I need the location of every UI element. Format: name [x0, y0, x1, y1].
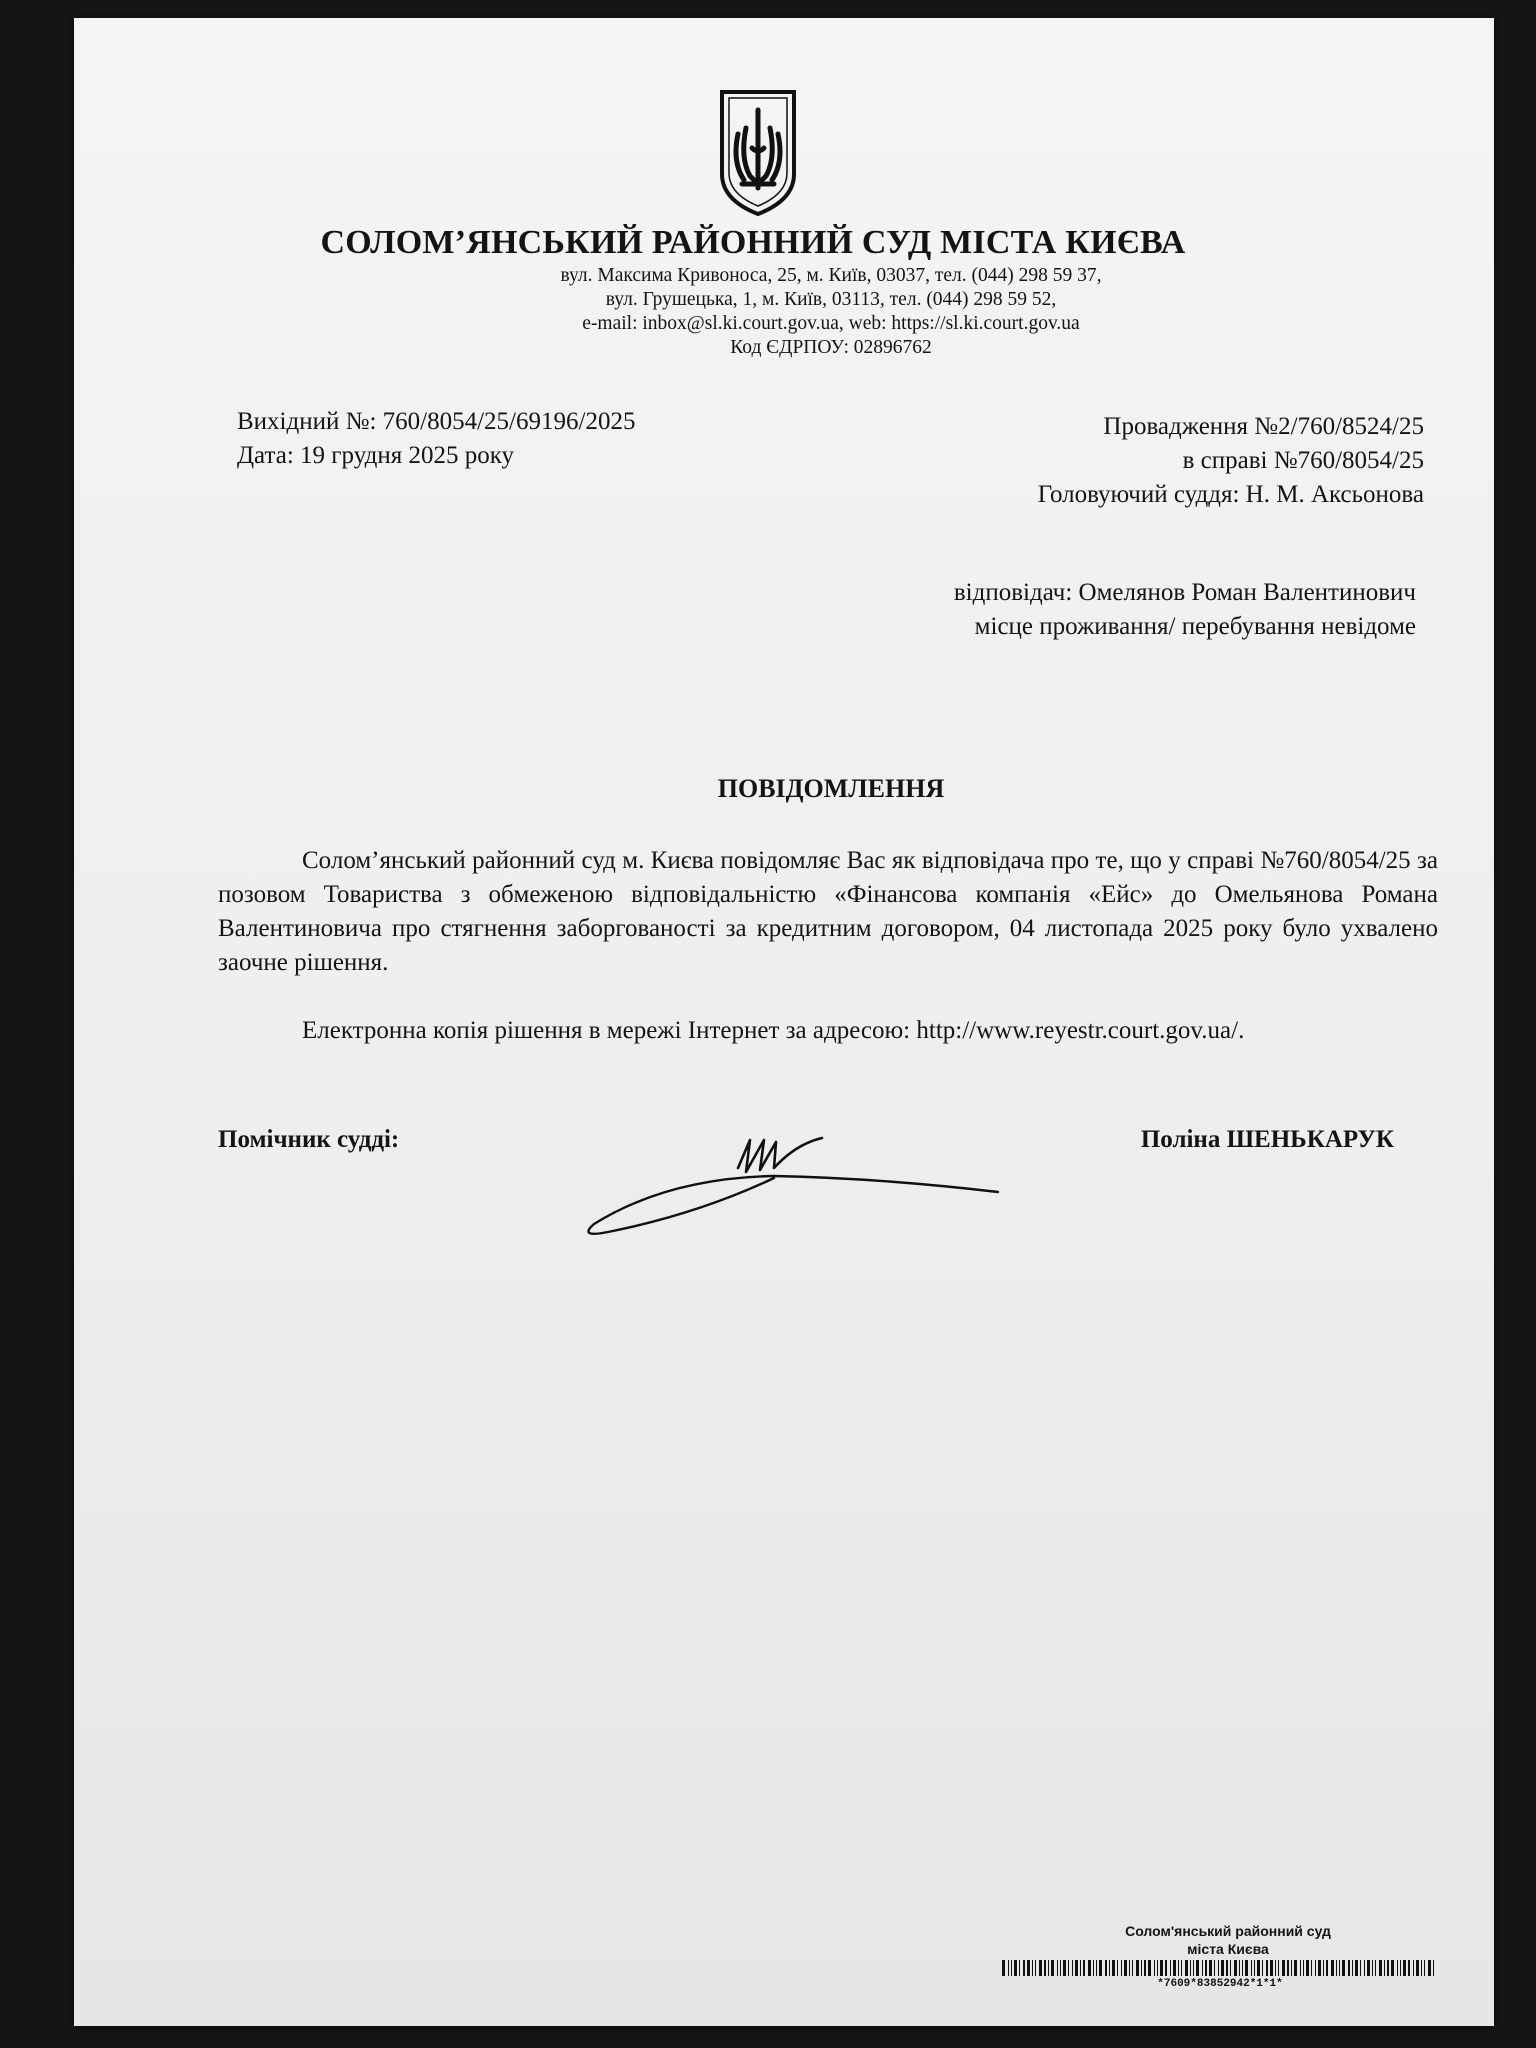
barcode-bar — [1375, 1960, 1376, 1976]
barcode-bar — [1315, 1960, 1316, 1976]
court-contacts: e-mail: inbox@sl.ki.court.gov.ua, web: https://sl.ki.court.gov.ua — [582, 313, 1080, 334]
barcode-bar — [1416, 1960, 1419, 1976]
barcode-bar — [1190, 1960, 1191, 1976]
barcode-bar — [1214, 1960, 1215, 1976]
respondent-name: відповідач: Омелянов Роман Валентинович — [953, 579, 1416, 606]
notice-heading: ПОВІДОМЛЕННЯ — [717, 774, 945, 803]
barcode-bar — [1144, 1960, 1146, 1976]
barcode-bar — [1205, 1960, 1207, 1976]
barcode-bar — [1323, 1960, 1324, 1976]
barcode-bar — [1193, 1960, 1194, 1976]
barcode-bar — [1391, 1960, 1394, 1976]
barcode-bar — [1173, 1960, 1176, 1976]
barcode-bar — [1019, 1960, 1020, 1976]
barcode-bar — [1360, 1960, 1361, 1976]
barcode-bar — [1096, 1960, 1097, 1976]
barcode-bar — [1023, 1960, 1025, 1976]
barcode-bar — [1039, 1960, 1042, 1976]
barcode-bar — [1112, 1960, 1115, 1976]
barcode-bar — [1060, 1960, 1061, 1976]
barcode-bar — [1051, 1960, 1054, 1976]
barcode-bar — [1008, 1960, 1009, 1976]
respondent-residence: місце проживання/ перебування невідоме — [974, 613, 1416, 640]
barcode-bar — [1336, 1960, 1337, 1976]
barcode-bar — [1014, 1960, 1017, 1976]
handwritten-signature — [578, 1134, 1004, 1238]
barcode-bar — [1165, 1960, 1167, 1976]
signatory-name: Поліна ШЕНЬКАРУК — [1140, 1126, 1394, 1153]
barcode-bar — [1230, 1960, 1231, 1976]
barcode-bar — [1262, 1960, 1263, 1976]
proceeding-reference — [1038, 410, 1424, 512]
outgoing-date: Дата: 19 грудня 2025 року — [237, 442, 515, 469]
notice-registry-link: Електронна копія рішення в мережі Інтернет за адресою: http://www.reyestr.court.gov.ua/. — [302, 1017, 1245, 1044]
barcode-bar — [1408, 1960, 1410, 1976]
barcode-bar — [1367, 1960, 1370, 1976]
barcode-bar — [1355, 1960, 1358, 1976]
notice-paragraph: Солом’янський районний суд м. Києва повідомляє Вас як відповідача про те, що у справі №760/8054/25 за позовом Товариства з обмеженою відповідальністю «Фінансова компанія «Ейс» до Омельянова Романа Валентиновича про стягнення заборгованості за кредитним договором, 04 листопада 2025 року було ухвалено заочне рішення. — [218, 847, 1438, 976]
barcode-bar — [1099, 1960, 1102, 1976]
barcode-bar — [1160, 1960, 1163, 1976]
barcode-bar — [1306, 1960, 1309, 1976]
barcode-bar — [1342, 1960, 1345, 1976]
barcode — [1000, 1960, 1440, 1980]
barcode-bar — [1132, 1960, 1133, 1976]
barcode-bar — [1105, 1960, 1107, 1976]
barcode-bar — [1075, 1960, 1078, 1976]
barcode-bar — [1121, 1960, 1122, 1976]
barcode-bar — [1331, 1960, 1334, 1976]
barcode-bar — [1117, 1960, 1118, 1976]
barcode-bar — [1148, 1960, 1151, 1976]
barcode-bar — [1433, 1960, 1434, 1976]
barcode-bar — [1318, 1960, 1321, 1976]
barcode-bar — [1387, 1960, 1389, 1976]
barcode-bar — [1093, 1960, 1094, 1976]
barcode-bar — [1141, 1960, 1142, 1976]
respondent-block — [954, 576, 1416, 644]
barcode-bar — [1057, 1960, 1058, 1976]
barcode-number: *7609*83852942*1*1* — [1157, 1978, 1283, 1990]
notice-body — [218, 844, 1438, 1048]
barcode-bar — [1352, 1960, 1353, 1976]
barcode-bar — [1202, 1960, 1203, 1976]
barcode-bar — [1348, 1960, 1350, 1976]
barcode-bar — [1413, 1960, 1414, 1976]
barcode-bar — [1181, 1960, 1182, 1976]
barcode-bar — [1129, 1960, 1130, 1976]
barcode-bar — [1083, 1960, 1085, 1976]
court-address-line-2: вул. Грушецька, 1, м. Київ, 03113, тел. (044) 298 59 52, — [605, 289, 1057, 310]
stamp-line-1: Солом'янський районний суд — [1125, 1923, 1331, 1939]
barcode-bar — [1209, 1960, 1212, 1976]
barcode-bar — [1294, 1960, 1297, 1976]
barcode-bar — [1218, 1960, 1219, 1976]
barcode-bar — [1032, 1960, 1033, 1976]
barcode-bar — [1044, 1960, 1046, 1976]
presiding-judge: Головуючий суддя: Н. М. Аксьонова — [1037, 481, 1424, 508]
signatory-title: Помічник судді: — [218, 1126, 400, 1153]
barcode-bar — [1254, 1960, 1255, 1976]
barcode-bar — [1266, 1960, 1268, 1976]
barcode-bar — [1063, 1960, 1066, 1976]
barcode-bar — [1124, 1960, 1127, 1976]
court-name: СОЛОМ’ЯНСЬКИЙ РАЙОННИЙ СУД МІСТА КИЄВА — [320, 224, 1186, 261]
barcode-bar — [1170, 1960, 1171, 1976]
outgoing-number: Вихідний №: 760/8054/25/69196/2025 — [237, 408, 636, 435]
barcode-bar — [1270, 1960, 1273, 1976]
barcode-bar — [1278, 1960, 1279, 1976]
barcode-bar — [1424, 1960, 1425, 1976]
court-edrpou: Код ЄДРПОУ: 02896762 — [730, 337, 932, 358]
barcode-bar — [1403, 1960, 1406, 1976]
barcode-bar — [1196, 1960, 1199, 1976]
barcode-bar — [1221, 1960, 1224, 1976]
barcode-bar — [1282, 1960, 1285, 1976]
barcode-bar — [1002, 1960, 1005, 1976]
stamp-line-2: міста Києва — [1187, 1941, 1269, 1957]
outgoing-reference — [237, 405, 635, 473]
barcode-bar — [1072, 1960, 1073, 1976]
barcode-bar — [1287, 1960, 1289, 1976]
barcode-bar — [1397, 1960, 1398, 1976]
barcode-bar — [1154, 1960, 1155, 1976]
barcode-bar — [1421, 1960, 1422, 1976]
barcode-bar — [1303, 1960, 1304, 1976]
barcode-bar — [1400, 1960, 1401, 1976]
proceeding-number: Провадження №2/760/8524/25 — [1103, 413, 1424, 440]
case-number: в справі №760/8054/25 — [1182, 447, 1424, 474]
barcode-bar — [1245, 1960, 1248, 1976]
court-stamp — [1028, 1922, 1428, 1958]
barcode-bar — [1109, 1960, 1110, 1976]
barcode-bar — [1379, 1960, 1382, 1976]
barcode-bar — [1048, 1960, 1049, 1976]
barcode-bar — [1226, 1960, 1228, 1976]
barcode-bar — [1035, 1960, 1036, 1976]
barcode-bar — [1234, 1960, 1237, 1976]
barcode-bar — [1300, 1960, 1301, 1976]
barcode-bar — [1239, 1960, 1240, 1976]
barcode-bar — [1384, 1960, 1385, 1976]
barcode-bar — [1364, 1960, 1365, 1976]
barcode-bar — [1372, 1960, 1373, 1976]
barcode-bar — [1185, 1960, 1188, 1976]
barcode-bar — [1326, 1960, 1328, 1976]
barcode-bar — [1428, 1960, 1431, 1976]
barcode-bar — [1011, 1960, 1012, 1976]
barcode-bar — [1275, 1960, 1276, 1976]
barcode-bar — [1068, 1960, 1069, 1976]
barcode-bar — [1178, 1960, 1179, 1976]
barcode-bar — [1088, 1960, 1091, 1976]
court-address-line-1: вул. Максима Кривоноса, 25, м. Київ, 03037, тел. (044) 298 59 37, — [560, 265, 1102, 286]
barcode-bar — [1027, 1960, 1030, 1976]
barcode-bar — [1242, 1960, 1243, 1976]
barcode-bar — [1291, 1960, 1292, 1976]
barcode-bar — [1251, 1960, 1252, 1976]
barcode-bar — [1339, 1960, 1340, 1976]
coat-of-arms-icon — [716, 88, 800, 218]
barcode-bar — [1311, 1960, 1312, 1976]
barcode-bar — [1136, 1960, 1139, 1976]
barcode-bar — [1157, 1960, 1158, 1976]
barcode-bar — [1257, 1960, 1260, 1976]
barcode-bar — [1080, 1960, 1081, 1976]
